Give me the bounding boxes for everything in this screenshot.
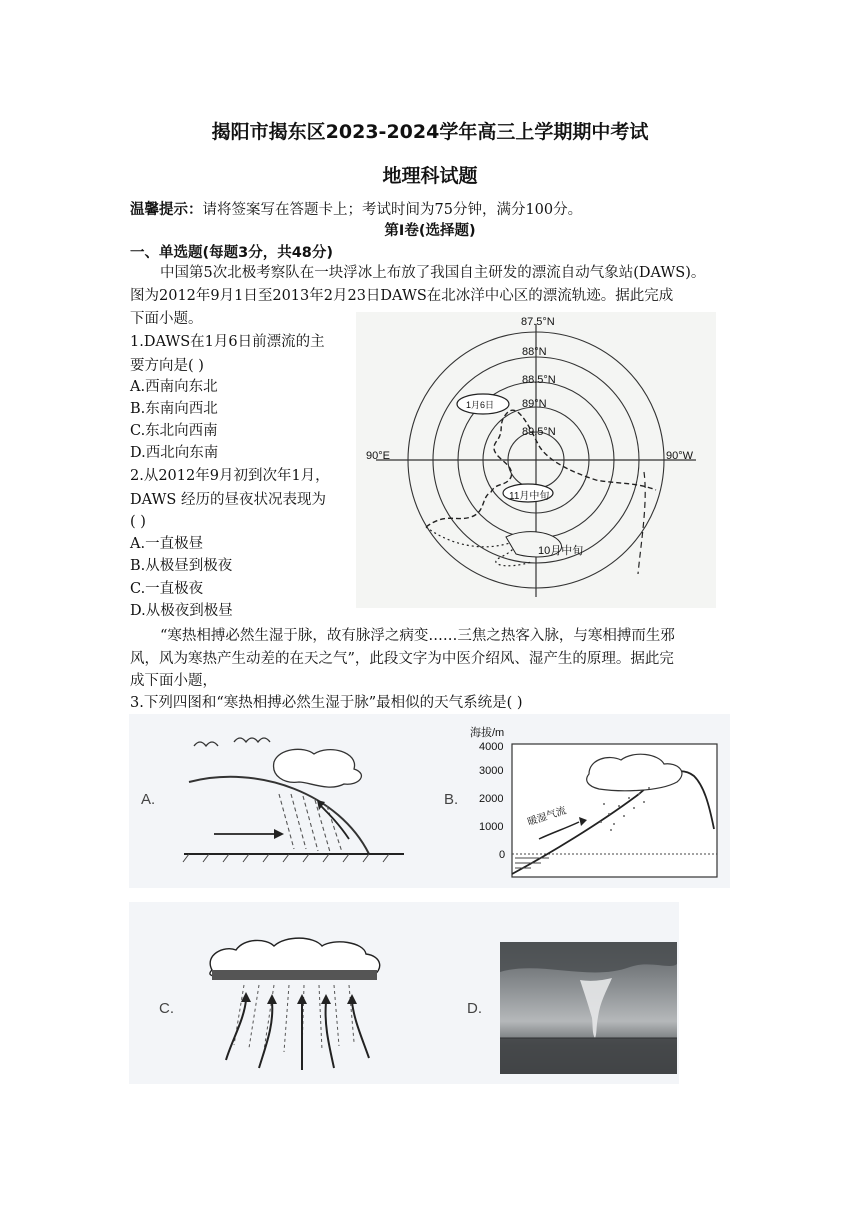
figb-tick-3000: 3000 (479, 765, 504, 777)
q1-option-a[interactable]: A.西南向东北 (130, 379, 218, 395)
exam-subtitle: 地理科试题 (382, 165, 478, 187)
lat-label-89-5: 89.5°N (522, 426, 556, 438)
callout-jan6: 1月6日 (466, 400, 495, 410)
lat-label-88: 88°N (522, 346, 547, 358)
intro-line-2: 图为2012年9月1日至2013年2月23日DAWS在北冰洋中心区的漂流轨迹。据此完成 (130, 288, 674, 304)
tornado-funnel (580, 978, 612, 1038)
q2-option-d[interactable]: D.从极夜到极昼 (130, 603, 233, 619)
figb-tick-1000: 1000 (479, 821, 504, 833)
cloud-base (212, 970, 377, 980)
q3-figure-row-ab (129, 714, 730, 888)
polar-drift-map (356, 312, 716, 608)
figb-tick-0: 0 (499, 849, 506, 861)
convection-diagram-c (204, 930, 389, 1078)
lon-label-90w: 90°W (666, 450, 694, 462)
callout-oct: 10月中旬 (538, 545, 584, 557)
lat-label-89: 89°N (522, 398, 547, 410)
q1-stem-2: 要方向是( ) (130, 358, 204, 374)
tip-label: 温馨提示： (130, 202, 203, 218)
lon-label-90e: 90°E (366, 450, 390, 462)
q2-stem-1: 2.从2012年9月初到次年1月， (130, 468, 330, 484)
cloud-a (274, 749, 362, 787)
front-surface (189, 777, 369, 854)
lat-label-87-5: 87.5°N (521, 316, 555, 328)
q1-stem-1: 1.DAWS在1月6日前漂流的主 (130, 334, 325, 350)
q3-figure-row-cd (129, 902, 679, 1084)
q1-option-b[interactable]: B.东南向西北 (130, 401, 218, 417)
passage2-line-3: 成下面小题， (130, 673, 217, 689)
tip-line (130, 198, 582, 219)
tip-text: 请将签案写在答题卡上；考试时间为75分钟，满分100分。 (202, 202, 583, 218)
q1-option-c[interactable]: C.东北向西南 (130, 423, 218, 439)
q3-option-c-label[interactable]: C. (159, 1000, 174, 1017)
figb-y-title: 海拔/m (470, 727, 505, 739)
tornado-photo-d (500, 942, 677, 1074)
drift-track-late (638, 472, 645, 574)
orographic-diagram-b (509, 734, 721, 880)
figb-tick-2000: 2000 (479, 793, 504, 805)
front-diagram-a (179, 724, 419, 874)
figb-flow-label: 暖湿气流 (526, 805, 568, 829)
q1-option-d[interactable]: D.西北向东南 (130, 445, 219, 461)
tornado-shape (500, 942, 677, 1074)
figb-tick-4000: 4000 (479, 741, 504, 753)
lat-label-88-5: 88.5°N (522, 374, 556, 386)
q2-option-c[interactable]: C.一直极夜 (130, 581, 204, 597)
q2-option-a[interactable]: A.一直极昼 (130, 536, 204, 552)
intro-line-1: 中国第5次北极考察队在一块浮冰上布放了我国自主研发的漂流自动气象站(DAWS)。 (160, 265, 706, 281)
intro-line-3: 下面小题。 (130, 311, 203, 327)
exam-title: 揭阳市揭东区2023-2024学年高三上学期期中考试 (211, 121, 649, 143)
q3-option-a-label[interactable]: A. (141, 791, 156, 808)
passage2-line-2: 风，风为寒热产生动差的在天之气”，此段文字为中医介绍风、湿产生的原理。据此完 (130, 651, 674, 667)
q3-option-b-label[interactable]: B. (444, 791, 459, 808)
callout-nov: 11月中旬 (509, 491, 550, 502)
q2-stem-3: ( ) (130, 514, 146, 530)
section-heading: 第Ⅰ卷(选择题) (384, 223, 476, 239)
part1-heading: 一、单选题(每题3分，共48分) (130, 245, 334, 261)
q3-stem: 3.下列四图和“寒热相搏必然生湿于脉”最相似的天气系统是( ) (130, 695, 523, 711)
q3-option-d-label[interactable]: D. (467, 1000, 482, 1017)
passage2-line-1: “寒热相搏必然生湿于脉，故有脉浮之病变……三焦之热客入脉，与寒相搏而生邪 (160, 628, 675, 644)
q2-stem-2: DAWS 经历的昼夜状况表现为 (130, 492, 326, 508)
q2-option-b[interactable]: B.从极昼到极夜 (130, 558, 233, 574)
